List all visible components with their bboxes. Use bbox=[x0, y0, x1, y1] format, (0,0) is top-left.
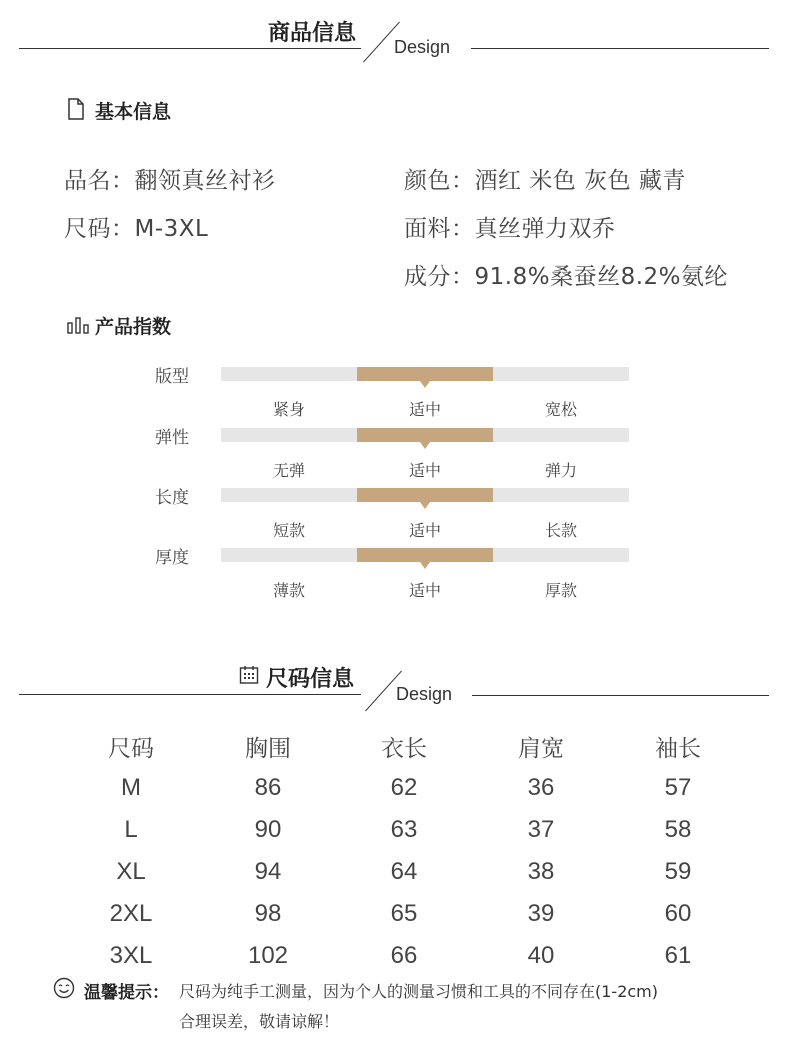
index-bar-pointer bbox=[420, 442, 430, 449]
table-cell: 59 bbox=[664, 858, 692, 885]
header1-design: Design bbox=[394, 37, 451, 57]
product-size-range: 尺码：M-3XL bbox=[64, 216, 209, 242]
table-cell: 40 bbox=[527, 942, 555, 969]
index-option: 薄款 bbox=[272, 581, 305, 600]
table-cell: 94 bbox=[254, 858, 282, 885]
index-option: 弹力 bbox=[544, 461, 577, 480]
product-fabric: 面料：真丝弹力双乔 bbox=[404, 216, 616, 242]
table-cell: 90 bbox=[254, 816, 282, 843]
table-cell: M bbox=[121, 774, 141, 801]
header2-line-right bbox=[472, 695, 769, 696]
index-option: 短款 bbox=[272, 521, 305, 540]
table-cell: 36 bbox=[527, 774, 555, 801]
tip-line-2: 合理误差，敬请谅解！ bbox=[179, 1012, 340, 1031]
document-icon bbox=[67, 98, 85, 120]
header1-title: 商品信息 bbox=[268, 21, 357, 46]
table-cell: 57 bbox=[664, 774, 692, 801]
table-cell: 64 bbox=[390, 858, 418, 885]
table-cell: 66 bbox=[390, 942, 418, 969]
index-bar-fill bbox=[357, 548, 493, 562]
tip-label: 温馨提示： bbox=[84, 983, 169, 1003]
table-header-cell: 袖长 bbox=[655, 736, 701, 762]
index-bar-fill bbox=[357, 488, 493, 502]
product-composition: 成分：91.8%桑蚕丝8.2%氨纶 bbox=[404, 264, 728, 290]
index-option: 适中 bbox=[408, 581, 441, 600]
index-bar-pointer bbox=[420, 502, 430, 509]
index-bar-pointer bbox=[420, 562, 430, 569]
index-label: 厚度 bbox=[155, 548, 189, 568]
table-header-cell: 衣长 bbox=[381, 736, 427, 762]
table-header-cell: 肩宽 bbox=[518, 736, 564, 762]
index-option: 适中 bbox=[408, 461, 441, 480]
table-header-cell: 胸围 bbox=[245, 736, 291, 762]
index-option: 长款 bbox=[544, 521, 577, 540]
header2-design: Design bbox=[396, 684, 453, 704]
table-cell: 38 bbox=[527, 858, 555, 885]
table-cell: 86 bbox=[254, 774, 282, 801]
index-option: 适中 bbox=[408, 521, 441, 540]
product-name: 品名：翻领真丝衬衫 bbox=[64, 168, 276, 194]
index-option: 宽松 bbox=[544, 400, 577, 419]
table-cell: L bbox=[124, 816, 138, 843]
index-label: 弹性 bbox=[155, 428, 189, 448]
header2-line-left bbox=[19, 694, 361, 695]
index-label: 长度 bbox=[155, 488, 189, 508]
table-cell: 37 bbox=[527, 816, 555, 843]
table-cell: 61 bbox=[664, 942, 692, 969]
table-cell: 102 bbox=[247, 942, 289, 969]
header1-line-right bbox=[471, 48, 769, 49]
table-cell: 98 bbox=[254, 900, 282, 927]
header1-line-left bbox=[19, 48, 361, 49]
index-option: 无弹 bbox=[272, 461, 305, 480]
index-option: 适中 bbox=[408, 400, 441, 419]
index-option: 紧身 bbox=[272, 400, 305, 419]
index-bar-pointer bbox=[420, 381, 430, 388]
table-cell: XL bbox=[116, 858, 146, 885]
table-header-cell: 尺码 bbox=[108, 736, 154, 762]
table-cell: 65 bbox=[390, 900, 418, 927]
basic-info-title: 基本信息 bbox=[95, 101, 172, 123]
index-bar-fill bbox=[357, 367, 493, 381]
bar-chart-icon bbox=[67, 314, 89, 334]
product-index-title: 产品指数 bbox=[95, 316, 172, 338]
table-cell: 62 bbox=[390, 774, 418, 801]
index-bar-fill bbox=[357, 428, 493, 442]
smile-icon bbox=[53, 977, 75, 999]
header2-title: 尺码信息 bbox=[266, 667, 355, 692]
index-option: 厚款 bbox=[544, 581, 577, 600]
table-cell: 2XL bbox=[109, 900, 153, 927]
table-cell: 63 bbox=[390, 816, 418, 843]
index-label: 版型 bbox=[155, 367, 189, 387]
calendar-icon bbox=[239, 665, 259, 685]
tip-line-1: 尺码为纯手工测量，因为个人的测量习惯和工具的不同存在(1-2cm) bbox=[179, 982, 659, 1001]
table-cell: 39 bbox=[527, 900, 555, 927]
table-cell: 58 bbox=[664, 816, 692, 843]
table-cell: 3XL bbox=[109, 942, 153, 969]
product-colors: 颜色：酒红 米色 灰色 藏青 bbox=[404, 168, 686, 194]
table-cell: 60 bbox=[664, 900, 692, 927]
